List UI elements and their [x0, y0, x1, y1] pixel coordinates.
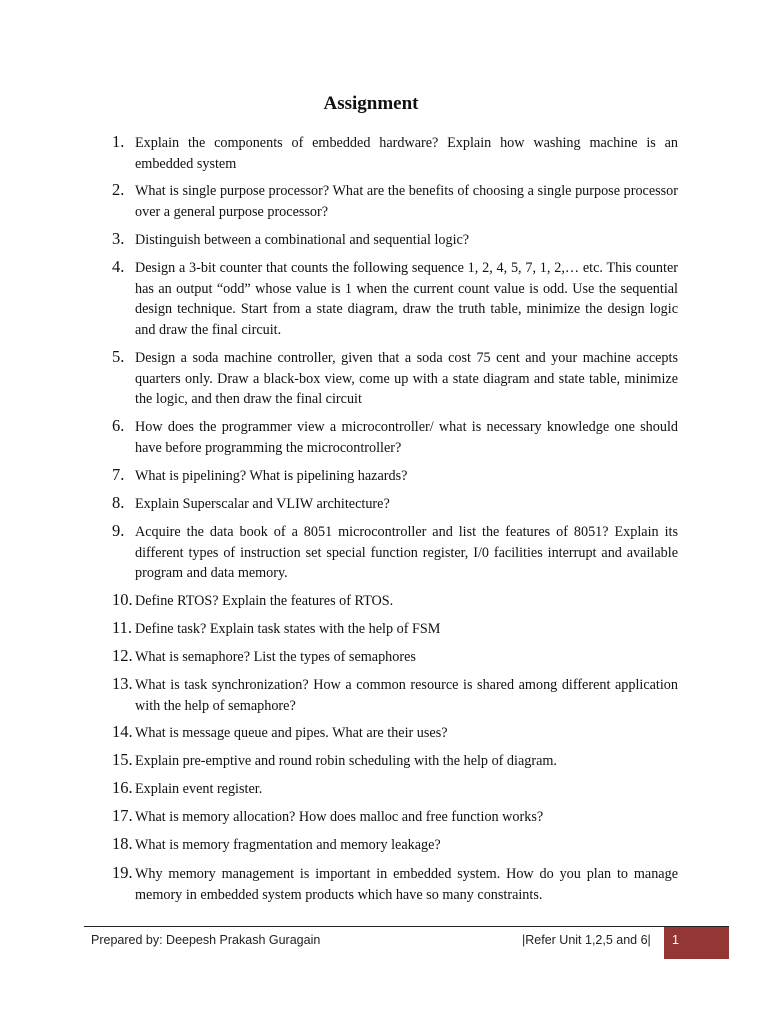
- question-text: Distinguish between a combinational and sequential logic?: [135, 232, 470, 248]
- question-number: 3.: [112, 229, 125, 248]
- question-number: 1.: [112, 132, 125, 151]
- question-text: Design a soda machine controller, given that a soda cost 75 cent and your machine accepts quarters only. Draw a black-box view, come up with a state diagram and state table, minimize the logic, and then draw the final circuit: [135, 350, 678, 407]
- question-number: 5.: [112, 347, 125, 366]
- question-text: Design a 3-bit counter that counts the following sequence 1, 2, 4, 5, 7, 1, 2,… etc. This counter has an output “odd” whose value is 1 when the current count value is odd. Use the sequential design technique. Start from a state diagram, draw the truth table, minimize the design logic and draw the final circuit.: [135, 260, 678, 338]
- question-12: [112, 647, 678, 668]
- question-number: 6.: [112, 416, 125, 435]
- question-text: Explain pre-emptive and round robin scheduling with the help of diagram.: [135, 753, 557, 769]
- question-14: [112, 723, 678, 744]
- question-number: 11.: [112, 618, 133, 637]
- question-7: [112, 466, 678, 487]
- question-16: [112, 779, 678, 800]
- question-text: Acquire the data book of a 8051 microcontroller and list the features of 8051? Explain its different types of instruction set special function register, I/0 facilities interrupt and available program and data memory.: [135, 524, 678, 581]
- question-number: 15.: [112, 750, 133, 769]
- question-text: What is single purpose processor? What are the benefits of choosing a single purpose processor over a general purpose processor?: [135, 183, 678, 220]
- question-text: What is pipelining? What is pipelining hazards?: [135, 468, 408, 484]
- question-2: [112, 181, 678, 222]
- question-text: What is task synchronization? How a common resource is shared among different application with the help of semaphore?: [135, 677, 678, 714]
- question-text: Explain the components of embedded hardware? Explain how washing machine is an embedded system: [135, 135, 678, 172]
- footer-divider: [84, 926, 729, 927]
- page-number: 1: [672, 933, 679, 947]
- question-3: [112, 230, 678, 251]
- page-title: Assignment: [323, 93, 419, 114]
- question-18: [112, 835, 678, 856]
- question-1: [112, 133, 678, 174]
- question-number: 7.: [112, 465, 125, 484]
- question-5: [112, 348, 678, 410]
- question-number: 19.: [112, 863, 133, 882]
- question-text: Define RTOS? Explain the features of RTOS.: [135, 593, 394, 609]
- question-number: 14.: [112, 722, 133, 741]
- footer-author: Prepared by: Deepesh Prakash Guragain: [91, 933, 321, 947]
- question-text: What is memory fragmentation and memory leakage?: [135, 837, 441, 853]
- question-8: [112, 494, 678, 515]
- question-number: 4.: [112, 257, 125, 276]
- question-text: What is semaphore? List the types of semaphores: [135, 649, 416, 665]
- question-number: 10.: [112, 590, 133, 609]
- question-10: [112, 591, 678, 612]
- question-number: 8.: [112, 493, 125, 512]
- question-6: [112, 417, 678, 458]
- question-text: Explain event register.: [135, 781, 263, 797]
- question-number: 18.: [112, 834, 133, 853]
- question-17: [112, 807, 678, 828]
- question-19: [112, 864, 678, 905]
- footer-unit-reference: |Refer Unit 1,2,5 and 6|: [522, 933, 651, 947]
- question-number: 9.: [112, 521, 125, 540]
- question-text: Define task? Explain task states with the help of FSM: [135, 621, 441, 637]
- question-text: Why memory management is important in embedded system. How do you plan to manage memory in embedded system products which have so many constraints.: [135, 866, 678, 903]
- question-text: What is message queue and pipes. What are their uses?: [135, 725, 448, 741]
- question-number: 16.: [112, 778, 133, 797]
- question-4: [112, 258, 678, 340]
- question-text: How does the programmer view a microcontroller/ what is necessary knowledge one should have before programming the microcontroller?: [135, 419, 678, 456]
- question-text: What is memory allocation? How does malloc and free function works?: [135, 809, 544, 825]
- question-15: [112, 751, 678, 772]
- question-number: 17.: [112, 806, 133, 825]
- question-number: 12.: [112, 646, 133, 665]
- question-11: [112, 619, 678, 640]
- page-number-box: [664, 927, 729, 959]
- question-number: 13.: [112, 674, 133, 693]
- question-9: [112, 522, 678, 584]
- question-number: 2.: [112, 180, 125, 199]
- question-13: [112, 675, 678, 716]
- question-text: Explain Superscalar and VLIW architecture?: [135, 496, 390, 512]
